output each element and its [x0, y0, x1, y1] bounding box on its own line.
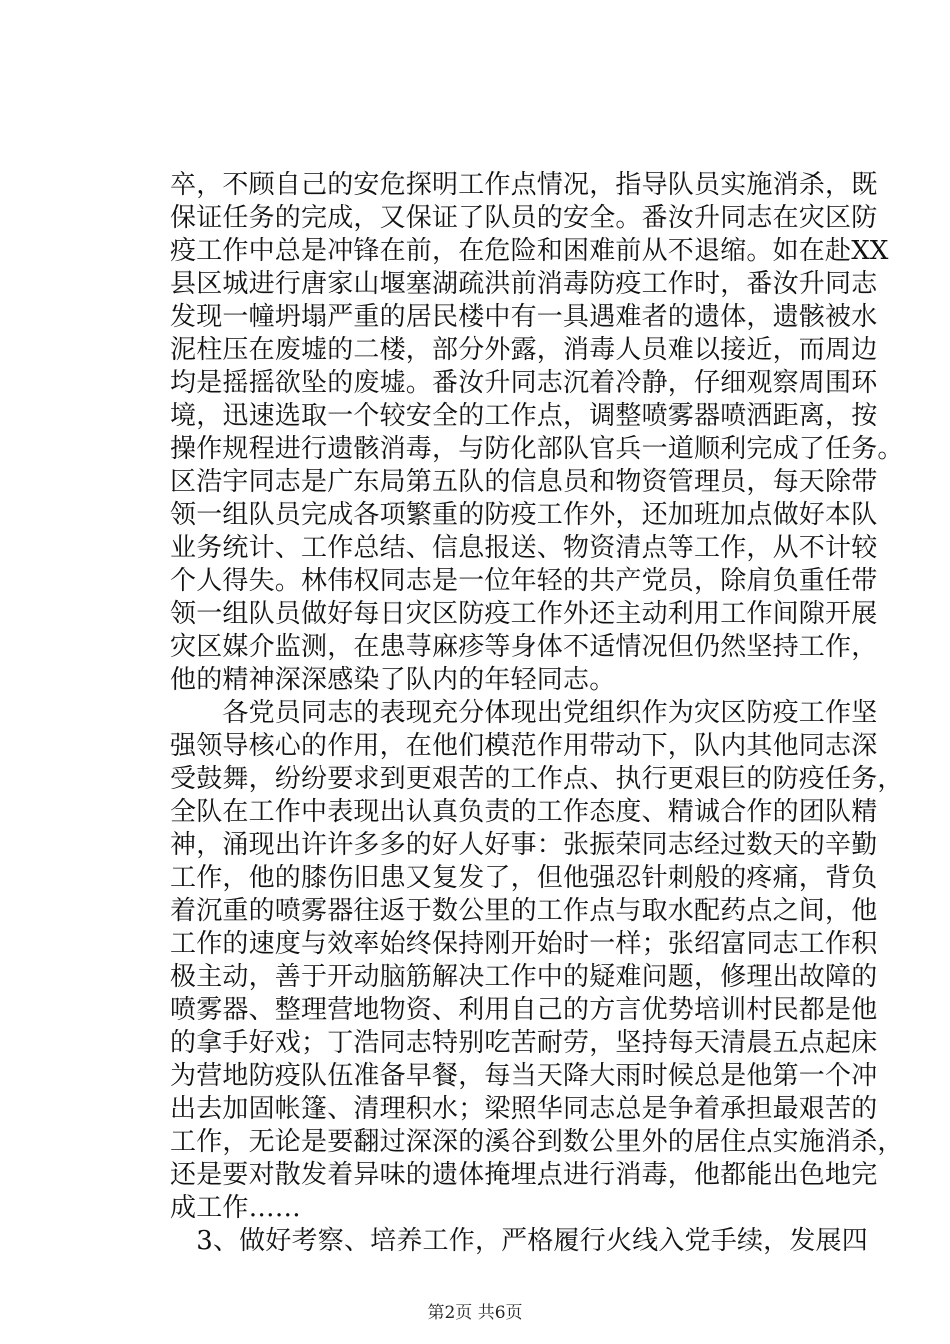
text-line: 还是要对散发着异味的遗体掩埋点进行消毒，他都能出色地完	[170, 1160, 878, 1190]
text-line: 受鼓舞，纷纷要求到更艰苦的工作点、执行更艰巨的防疫任务，	[170, 764, 904, 794]
text-line: 极主动，善于开动脑筋解决工作中的疑难问题，修理出故障的	[170, 962, 878, 992]
text-line: 个人得失。林伟权同志是一位年轻的共产党员，除肩负重任带	[170, 566, 878, 596]
text-line: 业务统计、工作总结、信息报送、物资清点等工作，从不计较	[170, 533, 878, 563]
text-line: 工作的速度与效率始终保持刚开始时一样；张绍富同志工作积	[170, 929, 878, 959]
text-line: 境，迅速选取一个较安全的工作点，调整喷雾器喷洒距离，按	[170, 401, 878, 431]
text-line: 工作，他的膝伤旧患又复发了，但他强忍针刺般的疼痛，背负	[170, 863, 878, 893]
page-number-footer: 第2页 共6页	[427, 1303, 523, 1323]
text-line: 均是摇摇欲坠的废墟。番汝升同志沉着冷静，仔细观察周围环	[170, 368, 878, 398]
text-line: 出去加固帐篷、清理积水；梁照华同志总是争着承担最艰苦的	[170, 1094, 878, 1124]
text-line: 的拿手好戏；丁浩同志特别吃苦耐劳，坚持每天清晨五点起床	[170, 1028, 878, 1058]
text-line: 泥柱压在废墟的二楼，部分外露，消毒人员难以接近，而周边	[170, 335, 878, 365]
text-line: 卒，不顾自己的安危探明工作点情况，指导队员实施消杀，既	[170, 170, 878, 200]
text-line: 全队在工作中表现出认真负责的工作态度、精诚合作的团队精	[170, 797, 878, 827]
text-line: 保证任务的完成，又保证了队员的安全。番汝升同志在灾区防	[170, 203, 878, 233]
text-line: 为营地防疫队伍准备早餐，每当天降大雨时候总是他第一个冲	[170, 1061, 878, 1091]
text-line: 发现一幢坍塌严重的居民楼中有一具遇难者的遗体，遗骸被水	[170, 302, 878, 332]
text-line: 喷雾器、整理营地物资、利用自己的方言优势培训村民都是他	[170, 995, 878, 1025]
text-line: 区浩宇同志是广东局第五队的信息员和物资管理员，每天除带	[170, 467, 878, 497]
text-line: 灾区媒介监测，在患荨麻疹等身体不适情况但仍然坚持工作，	[170, 632, 878, 662]
text-line: 疫工作中总是冲锋在前，在危险和困难前从不退缩。如在赴XX	[170, 236, 889, 266]
text-line: 操作规程进行遗骸消毒，与防化部队官兵一道顺利完成了任务。	[170, 434, 904, 464]
text-line: 神，涌现出许许多多的好人好事：张振荣同志经过数天的辛勤	[170, 830, 878, 860]
text-line: 成工作……	[170, 1193, 302, 1223]
text-line: 他的精神深深感染了队内的年轻同志。	[170, 665, 616, 695]
text-line: 各党员同志的表现充分体现出党组织作为灾区防疫工作坚	[170, 698, 878, 728]
text-line: 领一组队员做好每日灾区防疫工作外还主动利用工作间隙开展	[170, 599, 878, 629]
text-line: 工作，无论是要翻过深深的溪谷到数公里外的居住点实施消杀，	[170, 1127, 904, 1157]
text-line: 领一组队员完成各项繁重的防疫工作外，还加班加点做好本队	[170, 500, 878, 530]
text-line: 3、做好考察、培养工作，严格履行火线入党手续，发展四	[170, 1226, 868, 1256]
text-line: 强领导核心的作用，在他们模范作用带动下，队内其他同志深	[170, 731, 878, 761]
text-line: 县区城进行唐家山堰塞湖疏洪前消毒防疫工作时，番汝升同志	[170, 269, 878, 299]
text-line: 着沉重的喷雾器往返于数公里的工作点与取水配药点之间，他	[170, 896, 878, 926]
